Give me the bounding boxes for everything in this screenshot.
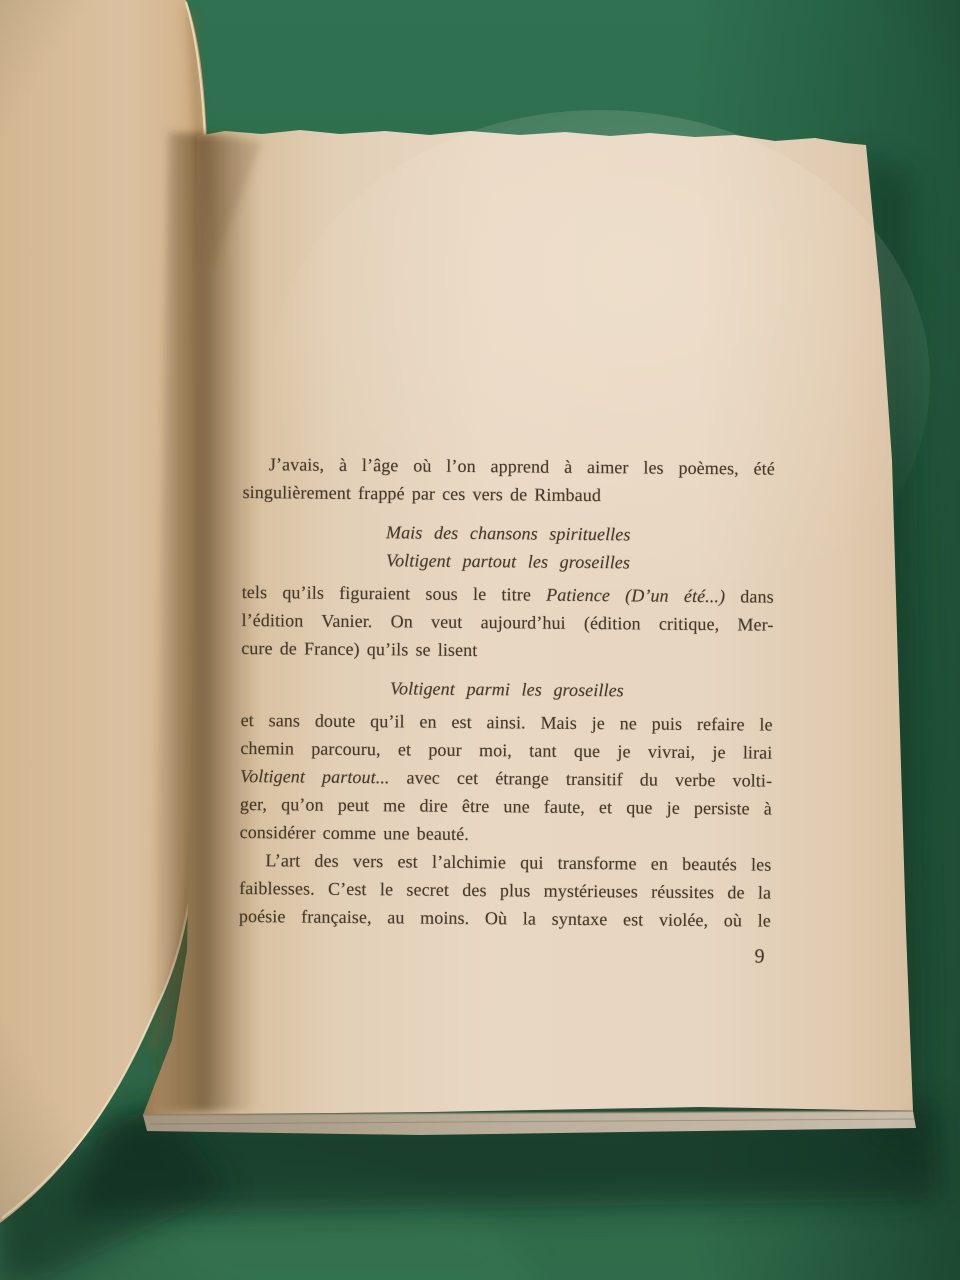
text-line: poésie française, au moins. Où la syntaxe est violée, où le bbox=[238, 905, 772, 931]
text-line: chemin parcouru, et pour moi, tant que je vivrai, je lirai bbox=[240, 737, 773, 763]
text-line: J’avais, à l’âge où l’on apprend à aimer les poèmes, été bbox=[268, 454, 775, 479]
text-line: singulièrement frappé par ces vers de Rimbaud bbox=[242, 481, 602, 506]
page-text bbox=[239, 450, 775, 970]
prose-paragraph bbox=[241, 578, 774, 667]
verse-paragraph bbox=[241, 673, 773, 706]
text-line: Voltigent parmi les groseilles bbox=[389, 678, 624, 701]
text-line: cure de France) qu’ils se lisent bbox=[241, 637, 478, 661]
prose-paragraph bbox=[239, 846, 772, 935]
text-line: Voltigent partout... avec cet étrange transitif du verbe volti- bbox=[240, 765, 773, 791]
text-line: L’art des vers est l’alchimie qui transforme en beautés les bbox=[265, 850, 772, 875]
text-line: tels qu’ils figuraient sous le titre Patience (D’un été...) dans bbox=[241, 581, 774, 607]
text-line: Mais des chansons spirituelles bbox=[385, 522, 631, 545]
text-line: ger, qu’on peut me dire être une faute, et que je persiste à bbox=[239, 793, 772, 819]
text-line: Voltigent partout les groseilles bbox=[385, 550, 631, 573]
prose-paragraph bbox=[240, 706, 773, 851]
verse-paragraph bbox=[242, 517, 774, 578]
page-paragraphs bbox=[239, 450, 775, 935]
page-number: 9 bbox=[754, 945, 765, 968]
prose-paragraph bbox=[243, 450, 775, 511]
text-line: considérer comme une beauté. bbox=[239, 821, 469, 844]
text-line: et sans doute qu’il en est ainsi. Mais je ne puis refaire le bbox=[240, 709, 773, 735]
text-line: l’édition Vanier. On veut aujourd’hui (édition critique, Mer- bbox=[241, 609, 774, 635]
text-line: faiblesses. C’est le secret des plus mystérieuses réussites de la bbox=[239, 877, 772, 903]
